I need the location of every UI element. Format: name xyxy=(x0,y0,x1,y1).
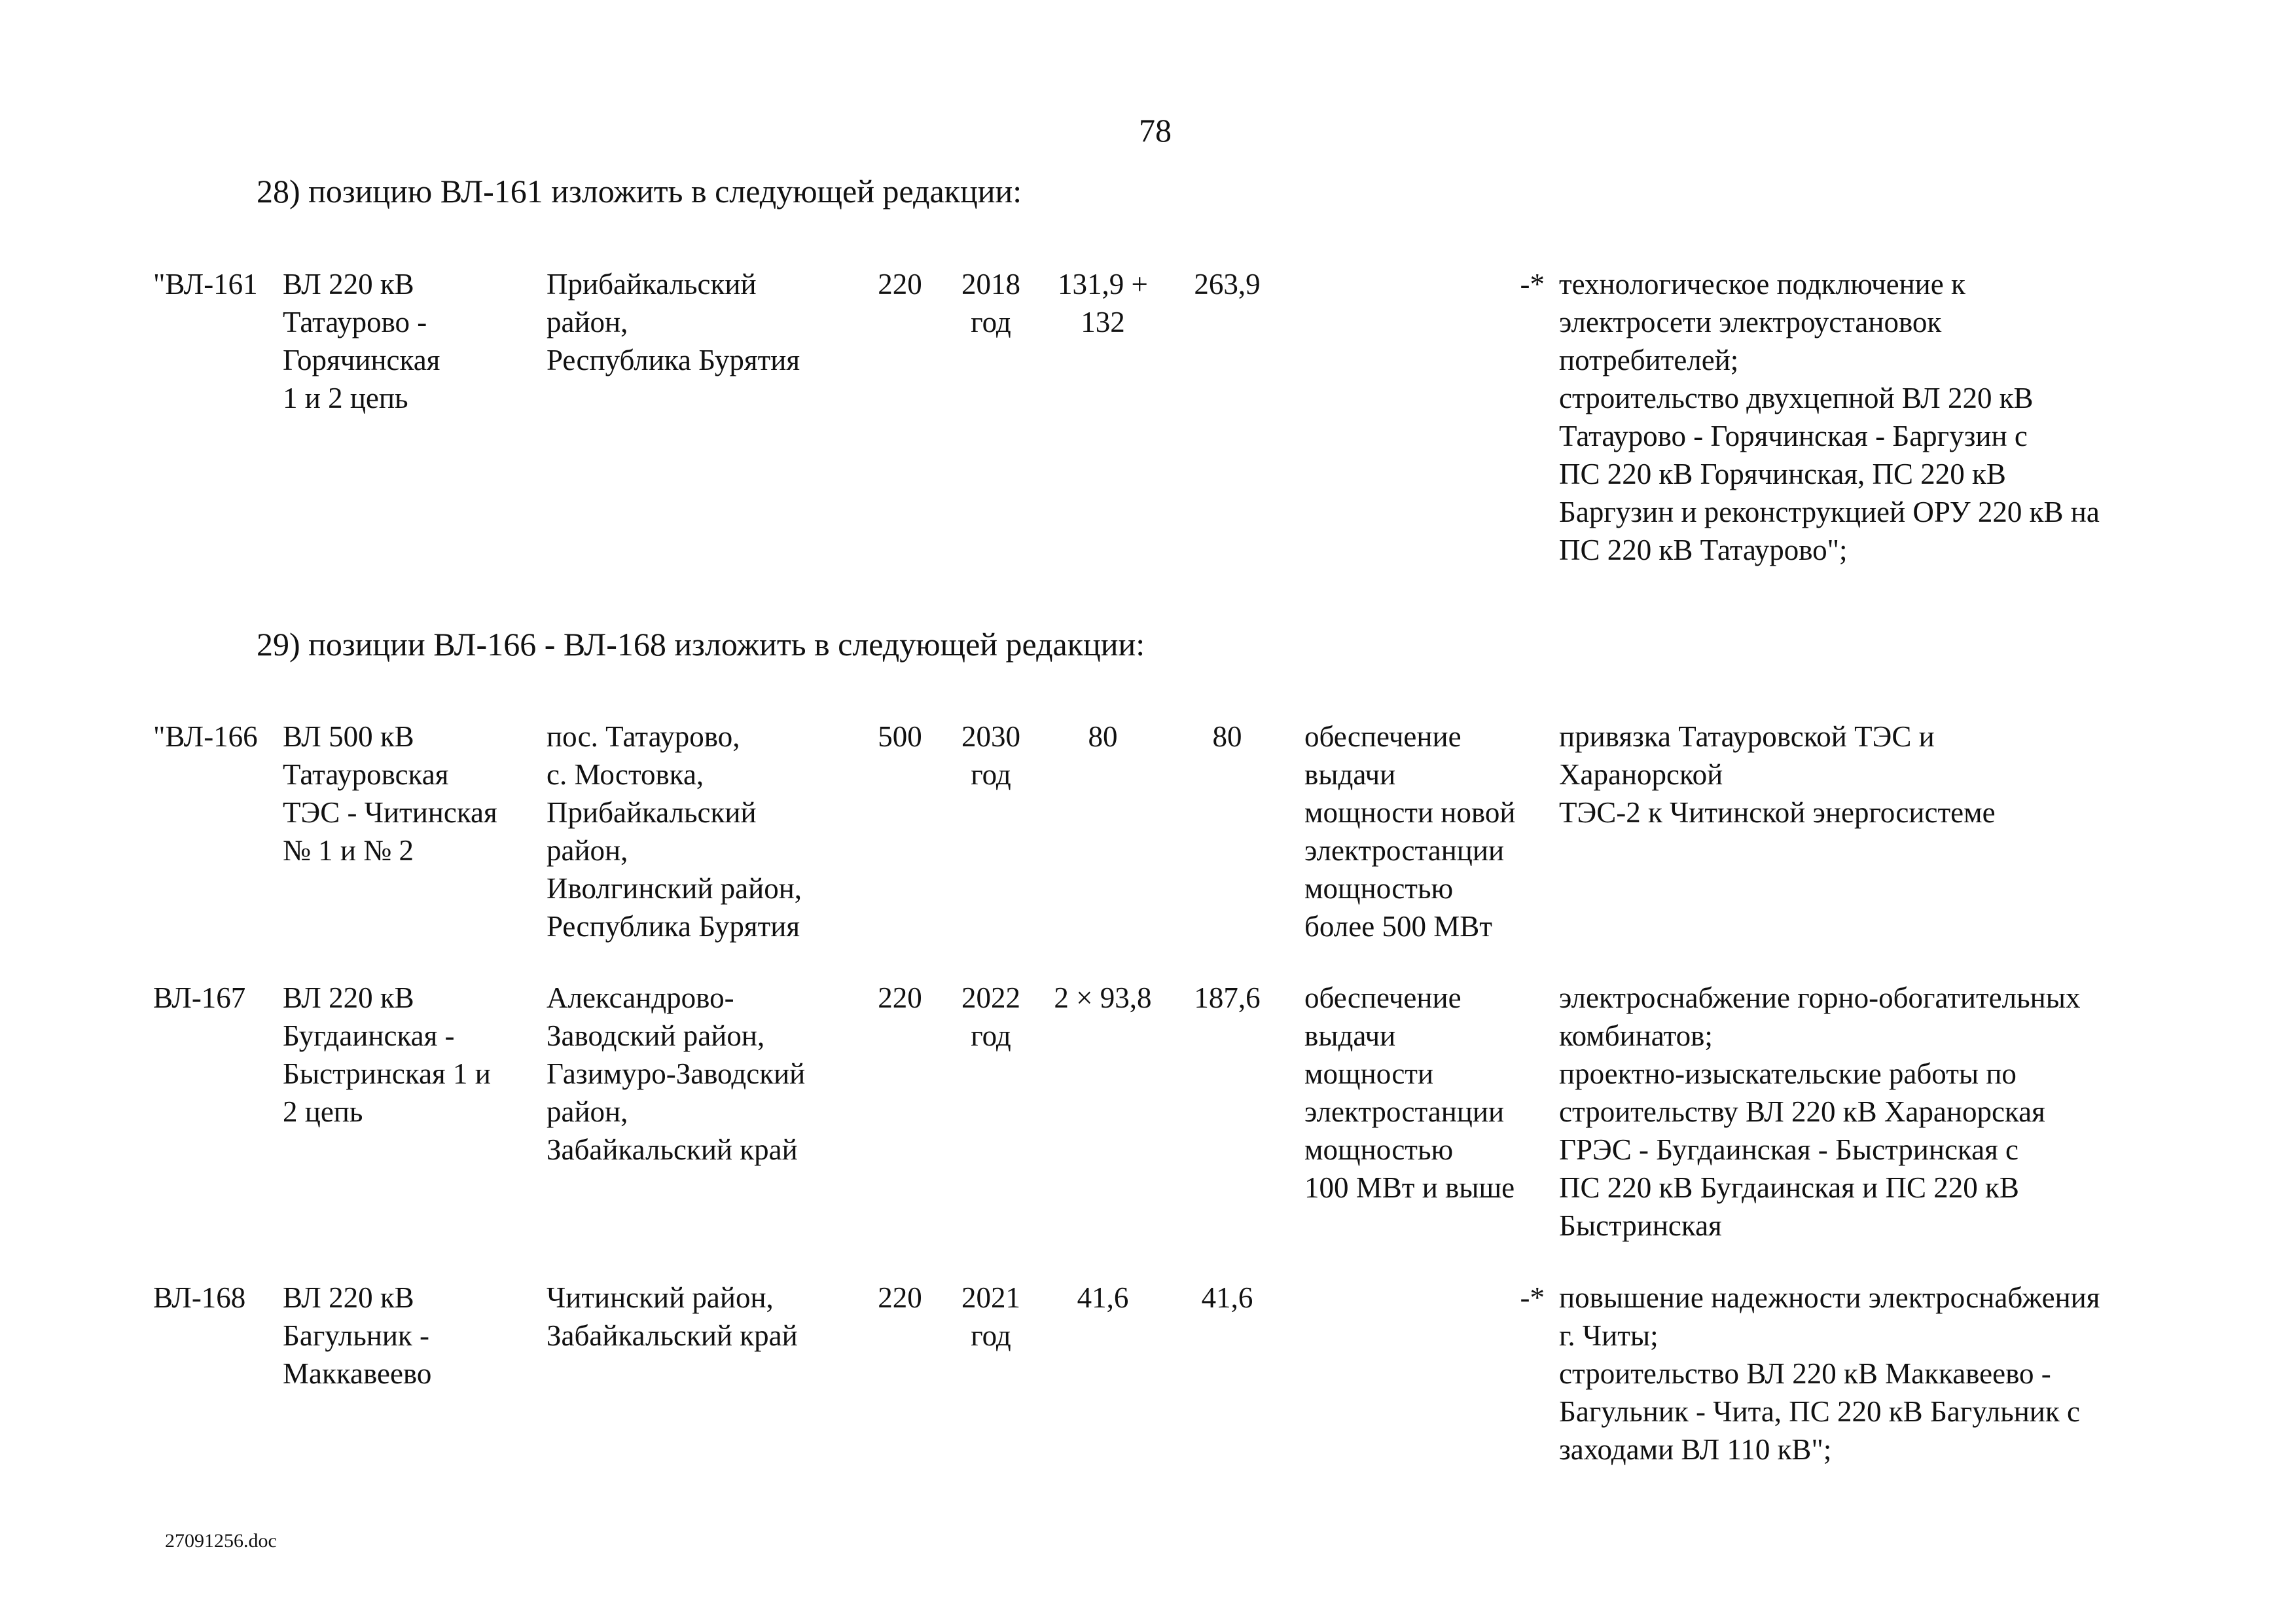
line-name: ВЛ 220 кВ Багульник - Маккавеево xyxy=(283,1281,432,1390)
location: Александрово- Заводский район, Газимуро-Заводский район, Забайкальский край xyxy=(547,981,806,1166)
year: 2021 год xyxy=(961,1281,1020,1352)
line-name: ВЛ 220 кВ Бугдаинская - Быстринская 1 и 2 цепь xyxy=(283,981,491,1128)
line-name: ВЛ 220 кВ Татаурово - Горячинская 1 и 2 цепь xyxy=(283,268,440,414)
length: 80 xyxy=(1088,720,1118,753)
voltage: 220 xyxy=(878,268,922,301)
note: электроснабжение горно-обогатительных комбинатов; проектно-изыскательские работы по строительству ВЛ 220 кВ Харанорская ГРЭС - Бугдаинская - Быстринская с ПС 220 кВ Бугдаинская и ПС 220 кВ Быстринская xyxy=(1559,981,2081,1242)
year: 2022 год xyxy=(961,981,1020,1052)
year: 2018 год xyxy=(961,268,1020,338)
total-length: 187,6 xyxy=(1194,981,1261,1014)
page-number: 78 xyxy=(1139,112,1172,149)
document-filename: 27091256.doc xyxy=(165,1530,277,1552)
total-length: 80 xyxy=(1212,720,1242,753)
row-id: ВЛ-168 xyxy=(153,1281,246,1314)
location: Прибайкальский район, Республика Бурятия xyxy=(547,268,800,376)
voltage: 220 xyxy=(878,1281,922,1314)
section-heading-29: 29) позиции ВЛ-166 - ВЛ-168 изложить в следующей редакции: xyxy=(257,626,1145,663)
location: Читинский район, Забайкальский край xyxy=(547,1281,798,1352)
year: 2030 год xyxy=(961,720,1020,791)
total-length: 263,9 xyxy=(1194,268,1261,301)
purpose: обеспечение выдачи мощности новой электростанции мощностью более 500 МВт xyxy=(1304,720,1516,943)
purpose: -* xyxy=(1520,268,1545,301)
section-heading-28: 28) позицию ВЛ-161 изложить в следующей редакции: xyxy=(257,173,1022,210)
row-id: ВЛ-167 xyxy=(153,981,246,1014)
row-id: "ВЛ-166 xyxy=(153,720,258,753)
note: привязка Татауровской ТЭС и Харанорской ТЭС-2 к Читинской энергосистеме xyxy=(1559,720,1996,829)
purpose: -* xyxy=(1520,1281,1545,1314)
length: 41,6 xyxy=(1077,1281,1129,1314)
voltage: 500 xyxy=(878,720,922,753)
length: 131,9 + 132 xyxy=(1058,268,1148,338)
purpose: обеспечение выдачи мощности электростанции мощностью 100 МВт и выше xyxy=(1304,981,1515,1204)
note: технологическое подключение к электросети электроустановок потребителей; строительство двухцепной ВЛ 220 кВ Татаурово - Горячинская - Баргузин с ПС 220 кВ Горячинская, ПС 220 кВ Баргузин и реконструкцией ОРУ 220 кВ на ПС 220 кВ Татаурово"; xyxy=(1559,268,2100,566)
length: 2 × 93,8 xyxy=(1054,981,1152,1014)
note: повышение надежности электроснабжения г. Читы; строительство ВЛ 220 кВ Маккавеево - Багульник - Чита, ПС 220 кВ Багульник с заходами ВЛ 110 кВ"; xyxy=(1559,1281,2100,1466)
row-id: "ВЛ-161 xyxy=(153,268,258,301)
total-length: 41,6 xyxy=(1201,1281,1253,1314)
location: пос. Татаурово, с. Мостовка, Прибайкальский район, Иволгинский район, Республика Бурятия xyxy=(547,720,802,943)
line-name: ВЛ 500 кВ Татауровская ТЭС - Читинская № 1 и № 2 xyxy=(283,720,497,867)
voltage: 220 xyxy=(878,981,922,1014)
